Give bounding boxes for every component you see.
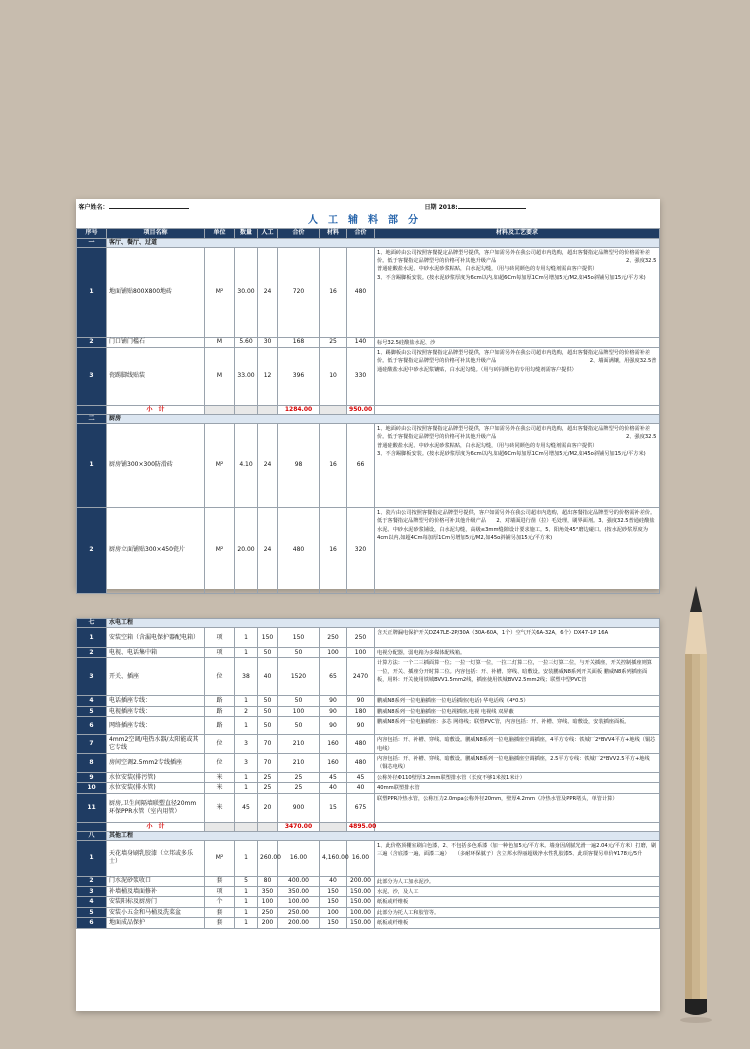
date-field (375, 199, 660, 215)
item-unit: M² (205, 507, 235, 593)
item-quantity: 20.00 (235, 507, 258, 593)
item-name: 电视、电话集中箱 (107, 648, 205, 658)
item-requirements: 1、地面砖由公司按照客餐提定品牌型号提供，客户如需另外在我公司超市内选购，超出客餐指定品牌型号的价格需补差价。低于客餐指定品牌型号的价格可补其他升级产品 2、强度32.5普通硅酸盐水泥、中砂水泥砂浆粘贴，白水泥勾缝，（用与砖同颜色的专用勾缝剂需由客户提供） 3、不含踢脚板安装。(按水泥砂浆厚度为6cm以内,如超6Cm每加厚1Cm另增加5元/M2,如45o斜铺另加15元/平方米) (375, 247, 660, 337)
item-unit: 米 (205, 793, 235, 822)
item-quantity: 30.00 (235, 247, 258, 337)
item-requirements: 计算方法：一个二三插面算一位；一拉一灯算一位，一拉二灯算二位，一拉三灯算二位，与开关插座，开关控制插座则算一位，开关、插座分开时算二位。内容包括：开、补槽、穿线、暗敷设。安装鹏威N8系列开关面板 鹏威N8系列插座面板，用料：开关使用铁城BVV1.5mm2线，插座使用铁城BVV2.5mm2线；联塑中型PVC管 (375, 658, 660, 696)
client-name-label: 客户姓名： (78, 204, 109, 211)
item-material-price: 150 (320, 887, 347, 897)
item-name: 4mm2空调/电热水器/太阳能或其它专线 (107, 735, 205, 754)
item-unit: 路 (205, 717, 235, 735)
item-name: 地面铺贴800X800地砖 (107, 247, 205, 337)
pencil-decoration (676, 584, 716, 1024)
row-number: 4 (77, 696, 107, 706)
item-quantity: 1 (235, 887, 258, 897)
item-material-total: 330 (347, 347, 375, 405)
item-labor-price: 150 (258, 628, 278, 648)
item-quantity: 1 (235, 783, 258, 793)
section-name: 客厅、餐厅、过道 (107, 238, 660, 247)
quote-table-1 (76, 199, 725, 594)
pencil-wood (685, 612, 707, 654)
row-number: 2 (77, 876, 107, 886)
item-material-total: 16.00 (347, 840, 375, 876)
item-labor-price: 50 (258, 706, 278, 716)
row-number: 2 (77, 507, 107, 593)
section-number: 二 (77, 414, 107, 423)
item-material-price: 25 (320, 337, 347, 347)
client-name-field (77, 199, 258, 215)
item-labor-total: 210 (278, 735, 320, 754)
section-name: 厨房 (107, 414, 660, 423)
item-labor-price: 100 (258, 897, 278, 907)
item-material-total: 480 (347, 247, 375, 337)
item-material-price: 150 (320, 897, 347, 907)
item-requirements: 此部分为托人工和胶管等。 (375, 907, 660, 917)
item-unit: 套 (205, 907, 235, 917)
column-header: 人工 (258, 228, 278, 238)
client-name-line[interactable] (109, 202, 189, 209)
item-name: 开关、插座 (107, 658, 205, 696)
subtotal-label: 小 计 (107, 405, 205, 414)
item-name: 厨房立面铺贴300×450瓷片 (107, 507, 205, 593)
item-requirements: 鹏威N8系列一位电脑插座一位电话插座(电话) 华电话线（4*0.5） (375, 696, 660, 706)
row-number: 6 (77, 918, 107, 928)
section-header-row (77, 831, 660, 840)
column-header: 序号 (77, 228, 107, 238)
item-requirements: 标号32.5硅酸盐水泥、沙 (375, 337, 660, 347)
subtotal-label: 小 计 (107, 822, 205, 831)
item-material-price: 45 (320, 772, 347, 782)
item-material-total: 150.00 (347, 918, 375, 928)
column-header: 材料 (320, 228, 347, 238)
item-name: 房间空调2.5mm2专线插座 (107, 754, 205, 773)
item-requirements: 1、地面砖由公司按照客餐指定品牌型号提供，客户如需另外在我公司超市内选购，超出客餐指定品牌型号的价格需补差价。低于客餐指定品牌型号的价格可补其他升级产品 2、强度32.5普通硅酸盐水泥、中砂水泥砂浆粘贴，白水泥勾缝，（用与砖同颜色的专用勾缝剂需由客户提供） 3、不含踢脚板安装。(按水泥砂浆厚度为6cm以内,如超6Cm每加厚1Cm另增加5元/M2,如45o斜铺另加15元/平方米) (375, 423, 660, 507)
item-quantity: 1 (235, 918, 258, 928)
item-labor-total: 900 (278, 793, 320, 822)
section-name: 水电工程 (107, 619, 660, 628)
item-quantity: 2 (235, 706, 258, 716)
item-material-total: 320 (347, 507, 375, 593)
item-quantity: 5.60 (235, 337, 258, 347)
item-name: 地面成品保护 (107, 918, 205, 928)
row-number: 1 (77, 840, 107, 876)
item-labor-price: 80 (258, 876, 278, 886)
quote-sheet-2 (76, 618, 660, 1011)
item-requirements: 内容包括：开、补槽、穿线、暗敷设。鹏威N8系列一位电脑插座空调插座，2.5平方专线：铁城厂2*BVV2.5平方+地线（铜芯电线） (375, 754, 660, 773)
subtotal-blank (320, 405, 347, 414)
quote-table-1-body (77, 199, 725, 593)
subtotal-material: 4895.00 (347, 822, 375, 831)
item-unit: 米 (205, 772, 235, 782)
item-material-total: 100 (347, 648, 375, 658)
item-material-total: 180 (347, 706, 375, 716)
item-unit: 项 (205, 887, 235, 897)
subtotal-number (77, 822, 107, 831)
item-quantity: 1 (235, 696, 258, 706)
subtotal-number (77, 405, 107, 414)
subtotal-labor: 3470.00 (278, 822, 320, 831)
column-header: 单位 (205, 228, 235, 238)
row-number: 7 (77, 735, 107, 754)
item-labor-total: 210 (278, 754, 320, 773)
item-labor-total: 1520 (278, 658, 320, 696)
item-material-price: 90 (320, 717, 347, 735)
item-quantity: 38 (235, 658, 258, 696)
section-name: 其他工程 (107, 831, 660, 840)
date-line[interactable] (458, 202, 526, 209)
row-number: 9 (77, 772, 107, 782)
item-labor-total: 25 (278, 772, 320, 782)
row-number: 4 (77, 897, 107, 907)
table-row (77, 772, 660, 782)
subtotal-material: 950.00 (347, 405, 375, 414)
item-requirements: 水泥、沙，及人工 (375, 887, 660, 897)
table-row (77, 897, 660, 907)
item-unit: 位 (205, 735, 235, 754)
subtotal-row (77, 822, 660, 831)
table-row (77, 696, 660, 706)
item-material-price: 40 (320, 876, 347, 886)
item-requirements: 1、此价格顶棚室刷白色漆，2、不包括多色系漆（加一种色加5元/平方米。墙身因刮腻光滑一遍2.04元/平方米）打磨，刷三遍（含底漆一遍，面漆二遍） （多耐环保腻子）含立邦水得丽超级净水性乳胶漆5、此项客餐另单价¥178元/5升 (375, 840, 660, 876)
table-header-row (77, 228, 660, 238)
item-material-price: 100 (320, 648, 347, 658)
item-labor-total: 400.00 (278, 876, 320, 886)
item-quantity: 3 (235, 735, 258, 754)
item-labor-price: 70 (258, 754, 278, 773)
item-requirements: 此部分为人工加水泥沙。 (375, 876, 660, 886)
subtotal-blank (375, 822, 660, 831)
item-labor-price: 24 (258, 247, 278, 337)
item-quantity: 45 (235, 793, 258, 822)
item-labor-total: 98 (278, 423, 320, 507)
item-labor-price: 25 (258, 772, 278, 782)
item-labor-price: 350 (258, 887, 278, 897)
item-material-price: 160 (320, 754, 347, 773)
item-quantity: 4.10 (235, 423, 258, 507)
subtotal-blank (320, 822, 347, 831)
subtotal-labor: 1284.00 (278, 405, 320, 414)
item-quantity: 1 (235, 772, 258, 782)
item-labor-total: 100.00 (278, 897, 320, 907)
table-row (77, 423, 660, 507)
item-material-price: 15 (320, 793, 347, 822)
section-header-row (77, 238, 660, 247)
row-number: 6 (77, 717, 107, 735)
item-labor-price: 24 (258, 423, 278, 507)
item-labor-total: 350.00 (278, 887, 320, 897)
item-quantity: 1 (235, 897, 258, 907)
item-material-price: 90 (320, 696, 347, 706)
subtotal-blank (258, 822, 278, 831)
item-requirements: 含天正牌漏电保护开关DZ47LE-2P/30A（30A-60A，1个）空气开关6A-32A，6个）DX47-1P 16A (375, 628, 660, 648)
table-row (77, 247, 660, 337)
item-material-price: 40 (320, 783, 347, 793)
quote-table-2 (76, 618, 660, 929)
section-number: 七 (77, 619, 107, 628)
item-material-total: 66 (347, 423, 375, 507)
table-row (77, 887, 660, 897)
item-name: 电话插座专线： (107, 696, 205, 706)
item-requirements: 纸板或纤维板 (375, 897, 660, 907)
item-labor-total: 720 (278, 247, 320, 337)
table-row (77, 658, 660, 696)
item-unit: M² (205, 840, 235, 876)
item-material-total: 250 (347, 628, 375, 648)
item-labor-total: 168 (278, 337, 320, 347)
item-unit: M² (205, 423, 235, 507)
item-labor-price: 20 (258, 793, 278, 822)
item-material-price: 10 (320, 347, 347, 405)
item-material-price: 90 (320, 706, 347, 716)
item-requirements: 1、踢脚板由公司按照客餐指定品牌型号提供，客户如需另外在我公司超市内选购，超出客餐指定品牌型号的价格需补差价。低于客餐指定品牌型号的价格可补其他升级产品 2、墙面满镶，用强度32.5普通硅酸盐水泥中砂水泥浆镶贴，白水泥勾缝。（用与砖同颜色的专用勾缝剂需客户提供） (375, 347, 660, 405)
item-quantity: 1 (235, 628, 258, 648)
row-number: 8 (77, 754, 107, 773)
item-labor-price: 50 (258, 696, 278, 706)
item-labor-total: 396 (278, 347, 320, 405)
item-material-total: 2470 (347, 658, 375, 696)
item-labor-price: 12 (258, 347, 278, 405)
item-quantity: 5 (235, 876, 258, 886)
item-name: 安装小五金和马桶及洗菜盆 (107, 907, 205, 917)
item-name: 安装空箱（含漏电保护器配电箱） (107, 628, 205, 648)
table-row (77, 717, 660, 735)
sheet-title: 人工辅料部分 (308, 215, 428, 227)
item-name: 安装阳标及厨房门 (107, 897, 205, 907)
subtotal-blank (205, 405, 235, 414)
item-unit: 个 (205, 897, 235, 907)
item-material-price: 65 (320, 658, 347, 696)
row-number: 3 (77, 658, 107, 696)
table-row (77, 735, 660, 754)
table-row (77, 918, 660, 928)
item-labor-price: 200 (258, 918, 278, 928)
item-requirements: 1、瓷片由公司按照客餐指定品牌型号提供，客户如需另外在我公司超市内选购，超出客餐指定品牌型号的价格需补差价。低于客餐指定品牌型号的价格可补其他升级产品 2、对墙面进行凿（拉）毛处理，刷界面剂。3、强度32.5普通硅酸盐水泥、中砂水泥砂浆铺设，白水泥勾缝，高级≤3mm缝隙设计要求施工。5、阳角处45°磨边碰口。(按水泥砂浆厚度为4cm以内,如超4Cm每加厚1Cm另增加5元/M2,如45o斜铺另加15元/平方米) (375, 507, 660, 593)
pencil-tip (690, 586, 702, 612)
column-header: 数量 (235, 228, 258, 238)
table-row (77, 507, 660, 593)
row-number: 1 (77, 628, 107, 648)
column-header: 项目名称 (107, 228, 205, 238)
item-labor-total: 50 (278, 717, 320, 735)
item-material-total: 40 (347, 783, 375, 793)
item-labor-price: 70 (258, 735, 278, 754)
section-header-row (77, 414, 660, 423)
section-number: 八 (77, 831, 107, 840)
item-unit: 项 (205, 628, 235, 648)
item-material-price: 100 (320, 907, 347, 917)
item-material-total: 45 (347, 772, 375, 782)
item-material-total: 480 (347, 754, 375, 773)
item-requirements: 公称外径Φ110壁厚3.2mm联塑排水管（长度不够1米按1米计） (375, 772, 660, 782)
subtotal-blank (235, 822, 258, 831)
item-requirements: 内容包括：开、补槽、穿线、暗敷设。鹏威N8系列一位电脑插座空调插座，4平方专线：铁城厂2*BVV4平方+地线（铜芯电线） (375, 735, 660, 754)
item-unit: 位 (205, 658, 235, 696)
pencil-end (685, 999, 707, 1015)
item-labor-total: 100 (278, 706, 320, 716)
row-number: 3 (77, 347, 107, 405)
subtotal-blank (258, 405, 278, 414)
quote-sheet-1 (76, 199, 725, 589)
row-number: 2 (77, 337, 107, 347)
item-unit: 套 (205, 876, 235, 886)
item-unit: M (205, 337, 235, 347)
item-material-total: 100.00 (347, 907, 375, 917)
item-name: 厨房铺300×300防滑砖 (107, 423, 205, 507)
row-number: 3 (77, 887, 107, 897)
item-unit: 位 (205, 754, 235, 773)
item-material-total: 140 (347, 337, 375, 347)
item-quantity: 3 (235, 754, 258, 773)
table-row (77, 337, 660, 347)
row-number: 1 (77, 423, 107, 507)
item-material-price: 16 (320, 247, 347, 337)
item-unit: 套 (205, 918, 235, 928)
item-quantity: 33.00 (235, 347, 258, 405)
item-requirements: 纸板或纤维板 (375, 918, 660, 928)
item-labor-price: 250 (258, 907, 278, 917)
item-labor-total: 150 (278, 628, 320, 648)
row-number: 1 (77, 247, 107, 337)
table-row (77, 793, 660, 822)
item-labor-price: 50 (258, 648, 278, 658)
client-info-row (77, 199, 660, 215)
subtotal-blank (375, 405, 660, 414)
title-row (77, 215, 660, 228)
subtotal-row (77, 405, 660, 414)
item-material-total: 150.00 (347, 887, 375, 897)
item-requirements: 鹏威N8系列一位电脑插座一位电视插座,电视 电视线 双屏蔽 (375, 706, 660, 716)
item-requirements: 鹏威N8系列一位电脑插座：多芯 网络线；联塑PVC管，内容包括：开、补槽、穿线、暗敷设，安装插座面板。 (375, 717, 660, 735)
item-name: 水位安装(排水管) (107, 783, 205, 793)
table-row (77, 840, 660, 876)
item-unit: M² (205, 247, 235, 337)
item-unit: 路 (205, 706, 235, 716)
item-material-price: 16 (320, 507, 347, 593)
item-labor-total: 50 (278, 648, 320, 658)
item-requirements: 电视分配器，弱电箱为多媒体配线箱。 (375, 648, 660, 658)
row-number: 11 (77, 793, 107, 822)
item-name: 门水泥砂浆收口 (107, 876, 205, 886)
item-material-price: 4,160.00 (320, 840, 347, 876)
section-number: 一 (77, 238, 107, 247)
item-name: 网络插座专线： (107, 717, 205, 735)
table-row (77, 706, 660, 716)
item-quantity: 1 (235, 717, 258, 735)
item-labor-total: 200.00 (278, 918, 320, 928)
item-labor-total: 480 (278, 507, 320, 593)
row-number: 2 (77, 648, 107, 658)
item-quantity: 1 (235, 907, 258, 917)
subtotal-blank (205, 822, 235, 831)
table-row (77, 628, 660, 648)
date-label: 日期 2018: (424, 204, 458, 211)
table-row (77, 783, 660, 793)
row-number: 5 (77, 706, 107, 716)
item-labor-price: 25 (258, 783, 278, 793)
item-quantity: 1 (235, 840, 258, 876)
item-requirements: 40mm联塑排水管 (375, 783, 660, 793)
item-material-total: 90 (347, 717, 375, 735)
item-name: 瓷踢脚线贴装 (107, 347, 205, 405)
table-row (77, 876, 660, 886)
table-row (77, 754, 660, 773)
item-material-price: 16 (320, 423, 347, 507)
item-material-price: 160 (320, 735, 347, 754)
item-labor-price: 24 (258, 507, 278, 593)
item-quantity: 1 (235, 648, 258, 658)
item-material-total: 200.00 (347, 876, 375, 886)
item-labor-total: 250.00 (278, 907, 320, 917)
table-row (77, 648, 660, 658)
section-header-row (77, 619, 660, 628)
item-unit: 路 (205, 696, 235, 706)
quote-table-2-body (77, 619, 660, 929)
item-name: 电视插座专线： (107, 706, 205, 716)
item-material-total: 90 (347, 696, 375, 706)
subtotal-blank (235, 405, 258, 414)
item-labor-price: 50 (258, 717, 278, 735)
item-material-total: 150.00 (347, 897, 375, 907)
item-name: 水位安装(排污管) (107, 772, 205, 782)
table-row (77, 347, 660, 405)
item-unit: 米 (205, 783, 235, 793)
item-labor-total: 50 (278, 696, 320, 706)
item-labor-price: 30 (258, 337, 278, 347)
info-spacer (258, 199, 375, 215)
row-number: 5 (77, 907, 107, 917)
item-name: 门口铺门槛石 (107, 337, 205, 347)
item-name: 补墙桶及墙面修补 (107, 887, 205, 897)
item-labor-price: 40 (258, 658, 278, 696)
item-unit: M (205, 347, 235, 405)
column-header: 合价 (347, 228, 375, 238)
item-material-total: 480 (347, 735, 375, 754)
item-material-price: 150 (320, 918, 347, 928)
item-name: 天花墙身刷乳胶漆（立邦或多乐士） (107, 840, 205, 876)
item-name: 厨房,卫生间隔墙联塑直径20mm环保PPR水管（室内用管） (107, 793, 205, 822)
item-material-total: 675 (347, 793, 375, 822)
item-labor-total: 16.00 (278, 840, 320, 876)
row-number: 10 (77, 783, 107, 793)
column-header: 合价 (278, 228, 320, 238)
item-labor-price: 260.00 (258, 840, 278, 876)
item-unit: 项 (205, 648, 235, 658)
item-requirements: 联塑PPR冷热水管，公称压力2.0mpa公称外径20mm，壁厚4.2mm（冷热水管及PPR堵头，单管计算） (375, 793, 660, 822)
item-labor-total: 25 (278, 783, 320, 793)
item-material-price: 250 (320, 628, 347, 648)
table-row (77, 907, 660, 917)
column-header: 材料及工艺要求 (375, 228, 660, 238)
